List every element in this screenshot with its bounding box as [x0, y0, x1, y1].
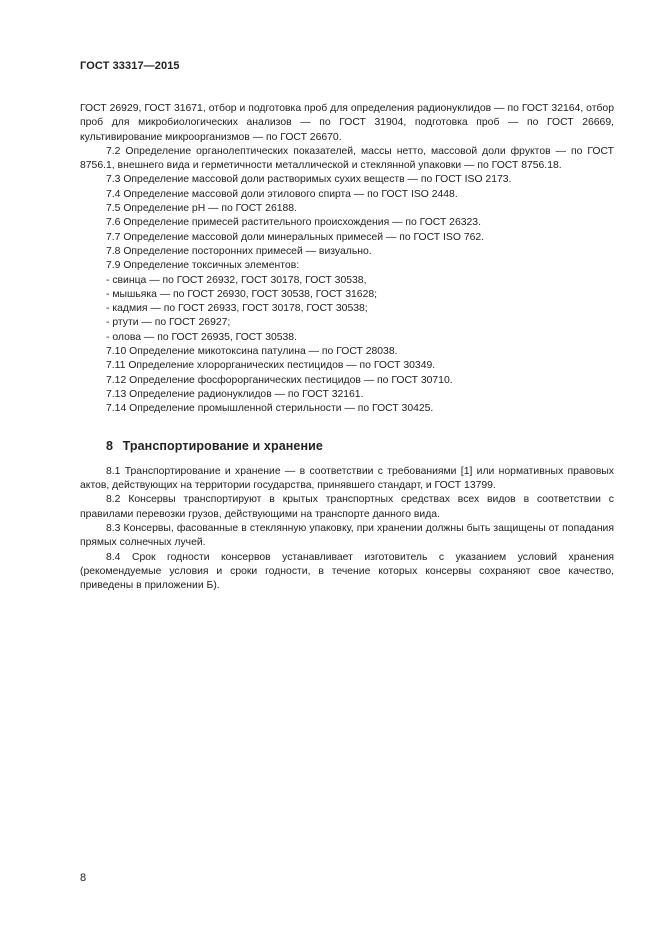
list-item-tin: - олова — по ГОСТ 26935, ГОСТ 30538.	[106, 331, 297, 343]
paragraph-8-2: 8.2 Консервы транспортируют в крытых транспортных средствах всех видов в соответствии с правилами перевозки грузов, действующими на транспорте данного вида.	[80, 494, 614, 520]
list-item-mercury: - ртути — по ГОСТ 26927;	[106, 317, 231, 329]
list-item-7-6: 7.6 Определение примесей растительного происхождения — по ГОСТ 26323.	[106, 217, 481, 229]
list-item-7-5: 7.5 Определение pH — по ГОСТ 26188.	[106, 203, 297, 215]
section-8-heading	[106, 439, 614, 453]
paragraph-8-3: 8.3 Консервы, фасованные в стеклянную упаковку, при хранении должны быть защищены от попадания прямых солнечных лучей.	[80, 523, 614, 549]
list-item-lead: - свинца — по ГОСТ 26932, ГОСТ 30178, ГОСТ 30538,	[106, 274, 367, 286]
list-item-7-14: 7.14 Определение промышленной стерильности — по ГОСТ 30425.	[106, 403, 434, 415]
paragraph-8-4: 8.4 Срок годности консервов устанавливает изготовитель с указанием условий хранения (рекомендуемые условия и сроки годности, в течение которых консервы сохраняют свое качество, приведены в приложении Б).	[80, 551, 614, 592]
list-item-7-11: 7.11 Определение хлорорганических пестицидов — по ГОСТ 30349.	[106, 360, 436, 372]
document-header: ГОСТ 33317—2015	[80, 60, 180, 72]
list-item-7-3: 7.3 Определение массовой доли растворимых сухих веществ — по ГОСТ ISO 2173.	[106, 174, 512, 186]
paragraph-8-1: 8.1 Транспортирование и хранение — в соответствии с требованиями [1] или нормативных правовых актов, действующих на территории государства, принявшего стандарт, и ГОСТ 13799.	[80, 465, 614, 492]
list-item-7-12: 7.12 Определение фосфорорганических пестицидов — по ГОСТ 30710.	[106, 374, 453, 386]
list-item-7-10: 7.10 Определение микотоксина патулина — по ГОСТ 28038.	[106, 346, 398, 358]
paragraph-7-2: 7.2 Определение органолептических показателей, массы нетто, массовой доли фруктов — по ГОСТ 8756.1, внешнего вида и герметичности металлической и стеклянной упаковки — по ГОСТ 8756.18.	[80, 145, 614, 172]
list-item-7-7: 7.7 Определение массовой доли минеральных примесей — по ГОСТ ISO 762.	[106, 231, 485, 243]
paragraph-continuation: ГОСТ 26929, ГОСТ 31671, отбор и подготовка проб для определения радионуклидов — по ГОСТ 32164, отбор проб для микробиологических анализов — по ГОСТ 31904, подготовка проб — по ГОСТ 26669, культивирование микроорганизмов — по ГОСТ 26670.	[80, 103, 614, 143]
list-item-7-9: 7.9 Определение токсичных элементов:	[106, 260, 300, 272]
document-body	[80, 102, 614, 594]
list-item-7-4: 7.4 Определение массовой доли этилового спирта — по ГОСТ ISO 2448.	[106, 188, 458, 200]
section-8-number: 8	[106, 438, 114, 453]
list-item-7-13: 7.13 Определение радионуклидов — по ГОСТ 32161.	[106, 388, 364, 400]
list-item-cadmium: - кадмия — по ГОСТ 26933, ГОСТ 30178, ГОСТ 30538;	[106, 303, 368, 315]
page-number: 8	[80, 872, 87, 884]
list-item-7-8: 7.8 Определение посторонних примесей — визуально.	[106, 245, 372, 257]
section-8-title: Транспортирование и хранение	[122, 438, 323, 453]
list-item-arsenic: - мышьяка — по ГОСТ 26930, ГОСТ 30538, ГОСТ 31628;	[106, 288, 378, 300]
